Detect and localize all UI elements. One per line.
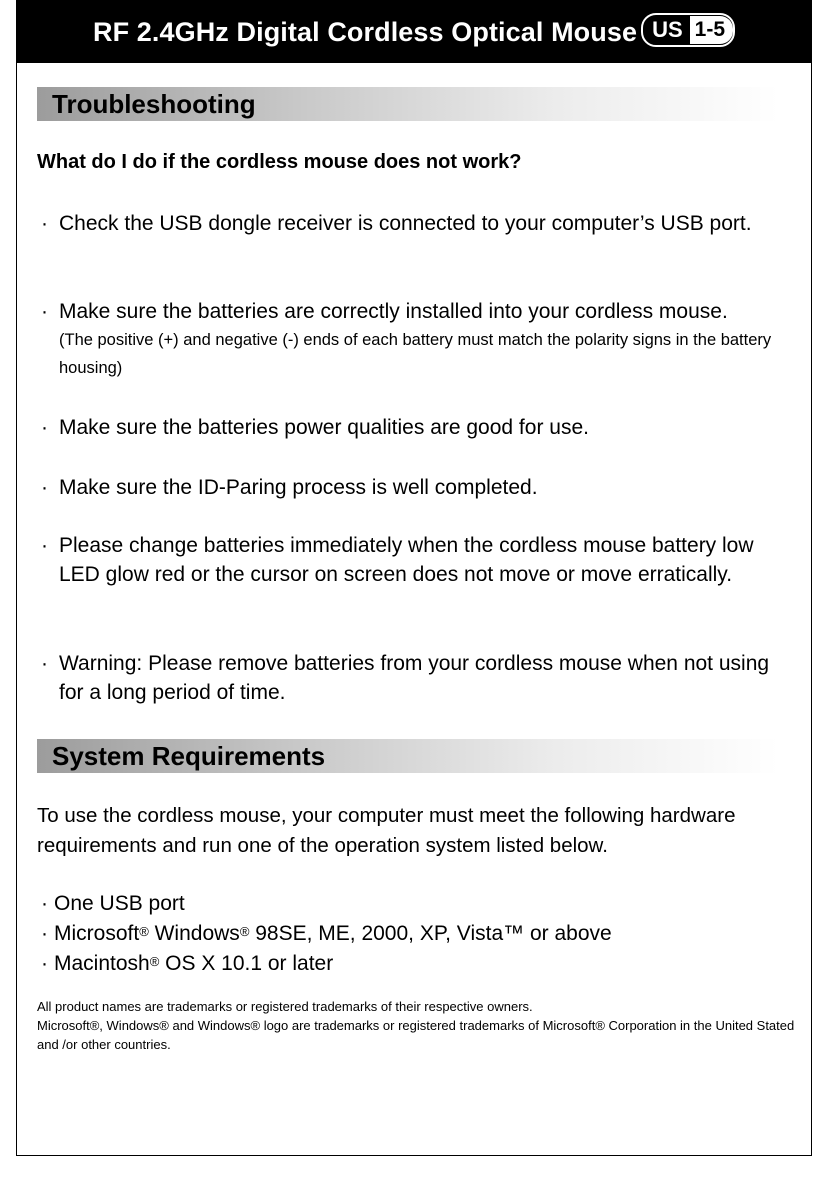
bullet-icon: ·	[41, 534, 48, 557]
requirement-text: 98SE, ME, 2000, XP, Vista™ or above	[249, 922, 612, 945]
bullet-icon: ·	[41, 652, 48, 675]
requirements-intro: To use the cordless mouse, your computer must meet the following hardware requirements and run one of the operation system listed below.	[37, 804, 736, 857]
troubleshooting-question: What do I do if the cordless mouse does not work?	[37, 151, 522, 173]
list-item-text: Make sure the batteries power qualities are good for use.	[59, 416, 589, 439]
registered-mark: ®	[239, 924, 250, 939]
badge-region: US	[652, 17, 683, 42]
requirement-item	[41, 889, 185, 918]
bullet-icon: ·	[41, 476, 48, 499]
trademark-line: All product names are trademarks or registered trademarks of their respective owners.	[37, 999, 533, 1014]
troubleshooting-heading: Troubleshooting	[37, 87, 779, 121]
trademark-line: Microsoft®, Windows® and Windows® logo are trademarks or registered trademarks of Microsoft® Corporation in the United Stated and /or other countries.	[37, 1018, 795, 1052]
list-item	[41, 473, 791, 502]
list-item	[41, 413, 791, 442]
header-title: RF 2.4GHz Digital Cordless Optical Mouse	[92, 16, 638, 47]
bullet-icon: ·	[41, 892, 48, 915]
region-page-badge	[641, 13, 735, 47]
bullet-icon: ·	[41, 300, 48, 323]
list-item	[41, 297, 791, 382]
list-item	[41, 531, 791, 589]
list-item-note: (The positive (+) and negative (-) ends of each battery must match the polarity signs in the battery housing)	[59, 331, 772, 377]
list-item-text: Check the USB dongle receiver is connected to your computer’s USB port.	[59, 212, 752, 235]
bullet-icon: ·	[41, 922, 48, 945]
registered-mark: ®	[149, 954, 160, 969]
bullet-icon: ·	[41, 212, 48, 235]
trademark-notice	[37, 997, 797, 1054]
requirement-text: Macintosh	[54, 952, 150, 975]
registered-mark: ®	[139, 924, 149, 939]
list-item	[41, 209, 791, 238]
requirement-text: One USB port	[54, 892, 185, 915]
manual-page	[16, 0, 812, 1156]
requirement-item	[41, 949, 333, 978]
requirement-item	[41, 919, 612, 948]
requirement-text: Windows	[148, 922, 240, 945]
bullet-icon: ·	[41, 416, 48, 439]
badge-page-number: 1-5	[690, 16, 733, 44]
list-item-text: Make sure the ID-Paring process is well completed.	[59, 476, 538, 499]
requirement-text: Microsoft	[54, 922, 140, 945]
bullet-icon: ·	[41, 952, 48, 975]
system-requirements-heading: System Requirements	[37, 739, 779, 773]
list-item-text: Warning: Please remove batteries from your cordless mouse when not using for a long period of time.	[59, 652, 770, 704]
page-header	[17, 1, 811, 63]
list-item-text: Please change batteries immediately when the cordless mouse battery low LED glow red or the cursor on screen does not move or move erratically.	[59, 534, 754, 586]
requirement-text: OS X 10.1 or later	[159, 952, 334, 975]
list-item-text: Make sure the batteries are correctly installed into your cordless mouse.	[59, 300, 728, 323]
list-item	[41, 649, 791, 707]
